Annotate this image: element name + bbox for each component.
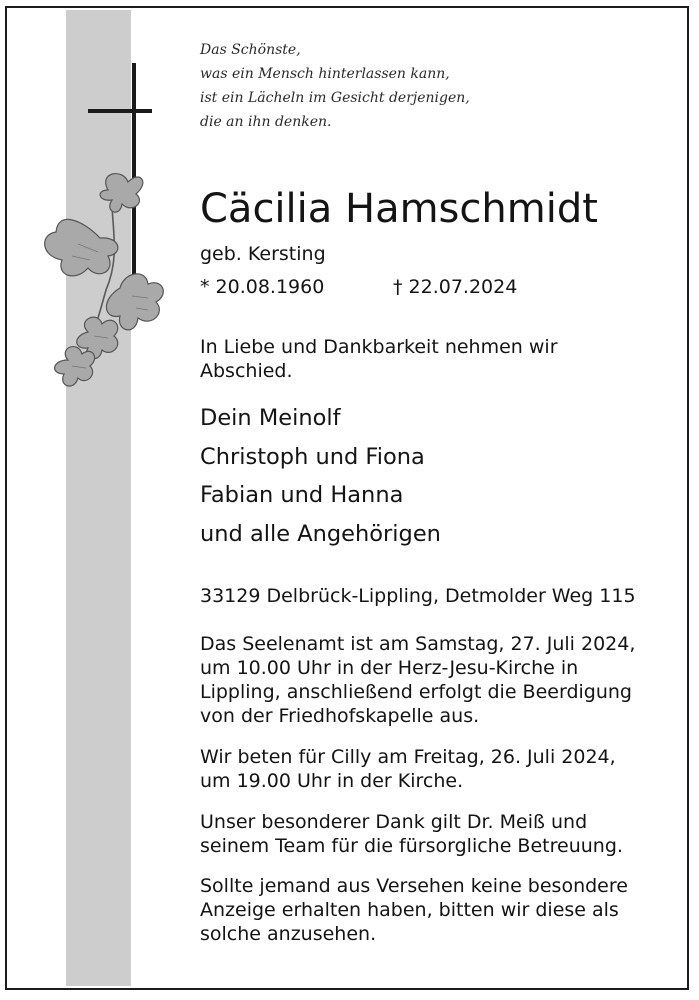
life-dates: [200, 274, 518, 300]
prayer-line: Wir beten für Cilly am Freitag, 26. Juli 2024,: [200, 746, 616, 768]
ivy-icon: [28, 160, 178, 410]
intro-line: Abschied.: [200, 360, 293, 382]
thanks-line: seinem Team für die fürsorgliche Betreuung.: [200, 835, 623, 857]
birth-date: * 20.08.1960: [200, 276, 325, 298]
requiem-line: von der Friedhofskapelle aus.: [200, 705, 480, 727]
requiem-info: [200, 632, 635, 728]
requiem-line: um 10.00 Uhr in der Herz-Jesu-Kirche in: [200, 657, 579, 679]
notice-line: solche anzusehen.: [200, 923, 377, 945]
mourner: Fabian und Hanna: [200, 482, 404, 508]
notice-line: Sollte jemand aus Versehen keine besondere: [200, 875, 628, 897]
farewell-intro: [200, 335, 558, 383]
death-date: † 22.07.2024: [393, 276, 518, 298]
quote-line: Das Schönste,: [200, 42, 301, 58]
mourner: Dein Meinolf: [200, 405, 341, 431]
memorial-quote: [200, 38, 470, 134]
requiem-line: Lippling, anschließend erfolgt die Beerdigung: [200, 681, 632, 703]
family-address: 33129 Delbrück-Lippling, Detmolder Weg 115: [200, 585, 636, 607]
mourner: und alle Angehörigen: [200, 520, 441, 547]
quote-line: was ein Mensch hinterlassen kann,: [200, 66, 450, 82]
prayer-info: [200, 745, 616, 793]
mourner: Christoph und Fiona: [200, 443, 425, 470]
mourners-list: [200, 399, 441, 553]
intro-line: In Liebe und Dankbarkeit nehmen wir: [200, 336, 558, 358]
deceased-name: Cäcilia Hamschmidt: [200, 186, 598, 232]
prayer-line: um 19.00 Uhr in der Kirche.: [200, 770, 464, 792]
requiem-line: Das Seelenamt ist am Samstag, 27. Juli 2024,: [200, 633, 636, 655]
thanks-note: [200, 810, 623, 858]
quote-line: ist ein Lächeln im Gesicht derjenigen,: [200, 90, 470, 106]
thanks-line: Unser besonderer Dank gilt Dr. Meiß und: [200, 811, 588, 833]
quote-line: die an ihn denken.: [200, 114, 332, 130]
mourning-ribbon: [66, 10, 131, 986]
notice-line: Anzeige erhalten haben, bitten wir diese als: [200, 899, 619, 921]
notice-note: [200, 874, 628, 946]
birth-name: geb. Kersting: [200, 243, 326, 265]
